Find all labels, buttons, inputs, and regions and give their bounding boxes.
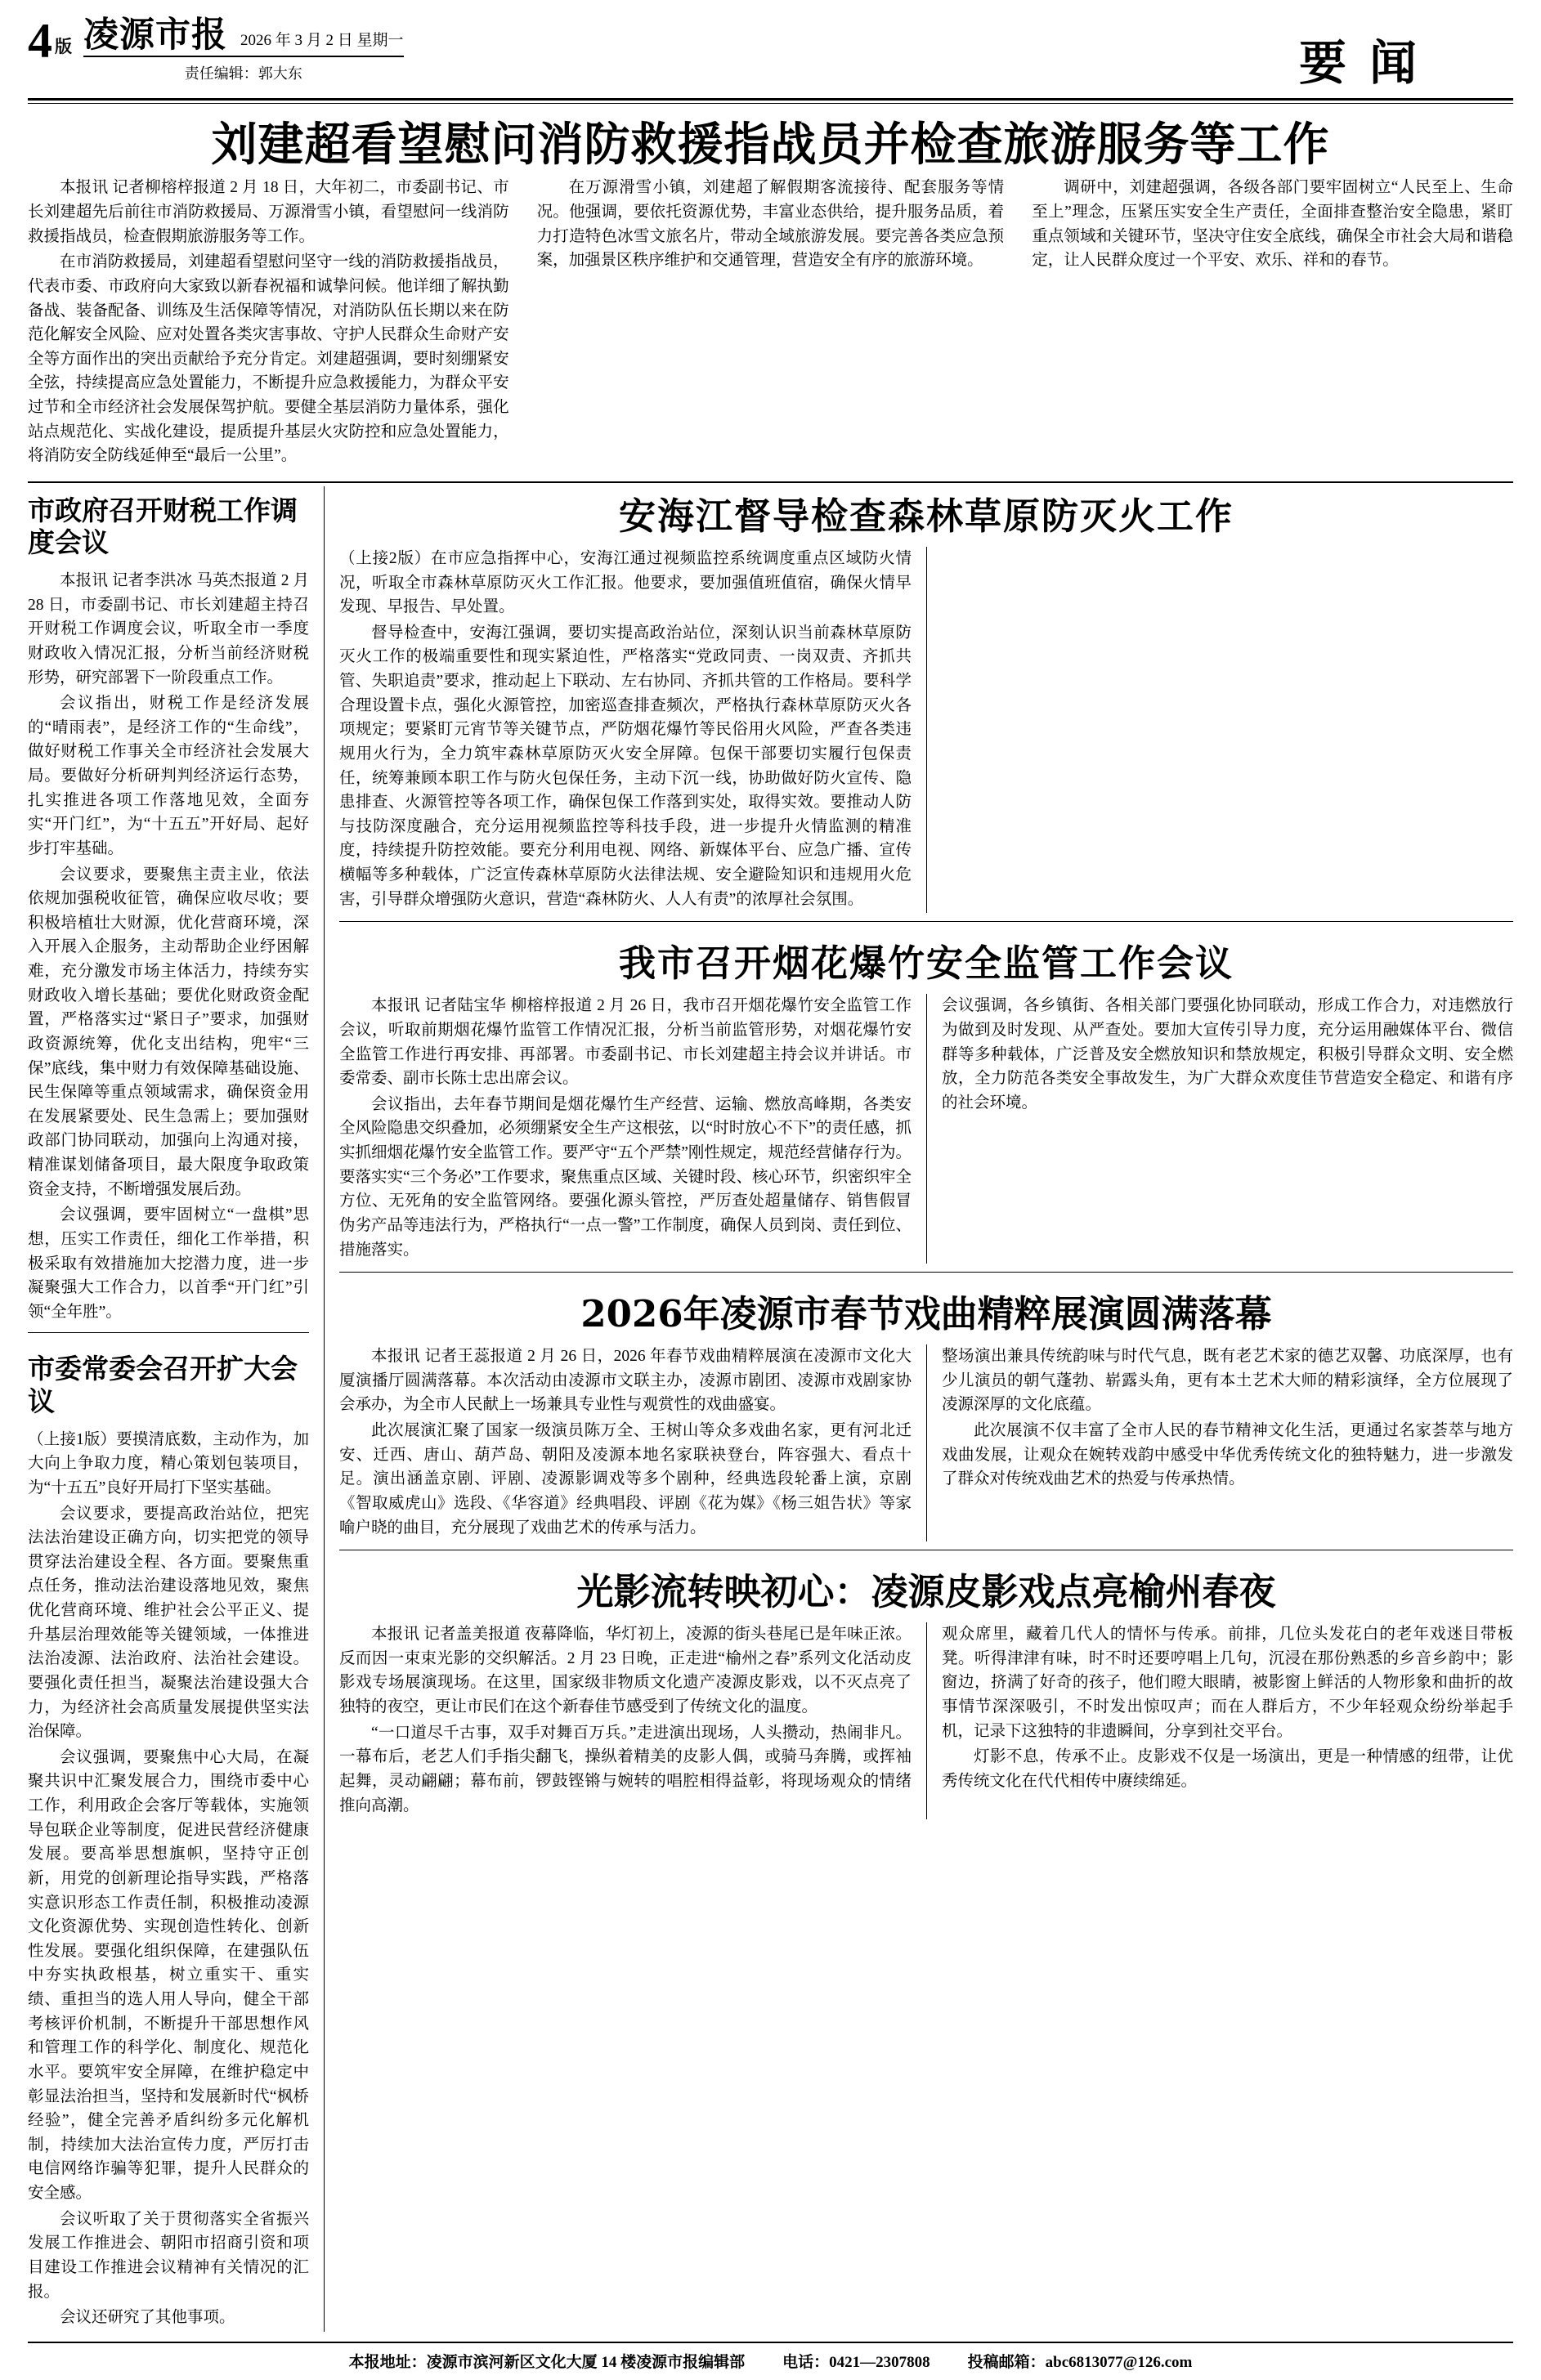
opera-column-1 [339, 1344, 926, 1541]
opera-columns [339, 1344, 1513, 1541]
fireworks-paragraph-continued: 会议强调，各乡镇街、各相关部门要强化协同联动，形成工作合力，对违燃放行为做到及时发现、从严查处。要加大宣传引导力度，充分运用融媒体平台、微信群等多种载体，广泛普及安全燃放知识和禁放规定，积极引导群众文明、安全燃放，全力防范各类安全事故发生，为广大群众欢度佳节营造安全稳定、和谐有序的社会环境。 [942, 997, 1513, 1112]
fireworks-column-1 [339, 994, 926, 1264]
forest-columns [339, 547, 1513, 913]
fireworks-columns [339, 994, 1513, 1264]
lead-story-columns [28, 176, 1513, 470]
shadow-play-paragraph-continued: 观众席里，藏着几代人的情怀与传承。前排，几位头发花白的老年戏迷目带板凳。听得津津有味，时不时还要哼唱上几句，沉浸在那份熟悉的乡音乡韵中；影窗边，挤满了好奇的孩子，他们瞪大眼睛，被影窗上鲜活的人物形象和曲折的故事情节深深吸引，不时发出惊叹声；而在人群后方，不少年轻观众纷纷举起手机，记录下这独特的非遗瞬间，分享到社交平台。 [942, 1626, 1513, 1740]
standing-committee-paragraph: （上接1版）要摸清底数，主动作为，加大向上争取力度，精心策划包装项目，为“十五五”良好开局打下坚实基础。 [28, 1430, 309, 1496]
page-number-block [28, 14, 72, 68]
lead-column-1 [28, 176, 523, 470]
lead-headline: 刘建超看望慰问消防救援指战员并检查旅游服务等工作 [211, 118, 1330, 172]
page-number-label: 版 [55, 37, 72, 56]
shadow-play-paragraph: 灯影不息，传承不止。皮影戏不仅是一场演出，更是一种情感的纽带，让优秀传统文化在代代相传中赓续绵延。 [942, 1748, 1513, 1790]
paper-name: 凌源市报 [83, 15, 227, 56]
shadow-play-paragraph: 本报讯 记者盖美报道 夜幕降临，华灯初上，凌源的街头巷尾已是年味正浓。反而因一束束光影的交织解活。2 月 23 日晚，正走进“榆州之春”系列文化活动皮影戏专场展演现场。在这里，国家级非物质文化遗产凌源皮影戏，以不灭点亮了独特的夜空，更让市民们在这个新春佳节感受到了传统文化的温度。 [339, 1626, 912, 1716]
masthead [28, 14, 1513, 91]
shadow-play-columns [339, 1622, 1513, 1819]
fiscal-headline: 市政府召开财税工作调度会议 [28, 494, 298, 559]
masthead-right [404, 18, 1513, 91]
opera-paragraph: 本报讯 记者王蕊报道 2 月 26 日，2026 年春节戏曲精粹展演在凌源市文化大厦演播厅圆满落幕。本次活动由凌源市文联主办，凌源市剧团、凌源市戏剧家协会承办，为全市人民献上一场兼具专业性与观赏性的戏曲盛宴。 [339, 1348, 912, 1414]
opera-column-2 [926, 1344, 1513, 1541]
lead-bottom-rule [28, 481, 1513, 483]
standing-committee-paragraph: 会议听取了关于贯彻落实全省振兴发展工作推进会、朝阳市招商引资和项目建设工作推进会议精神有关情况的汇报。 [28, 2210, 309, 2301]
forest-headline: 安海江督导检查森林草原防灭火工作 [618, 494, 1234, 538]
shadow-play-headline: 光影流转映初心：凌源皮影戏点亮榆州春夜 [576, 1570, 1276, 1614]
left-column [28, 486, 324, 2332]
opera-headline: 2026年凌源市春节戏曲精粹展演圆满落幕 [580, 1292, 1272, 1336]
fiscal-paragraph: 会议要求，要聚焦主责主业，依法依规加强税收征管，确保应收尽收；要积极培植壮大财源，优化营商环境，深入开展入企服务，主动帮助企业纾困解难，充分激发市场主体活力，持续夯实财政收入增长基础；要优化财政资金配置，严格落实过“紧日子”要求，加强财政资源统筹，优化支出结构，兜牢“三保”底线，集中财力有效保障基础设施、民生保障等重点领域需求，确保资金用在发展紧要处、民生急需上；要加强财政部门协同联动，加强向上沟通对接，精准谋划储备项目，最大限度争取政策资金支持，不断增强发展后劲。 [28, 866, 309, 1198]
fireworks-paragraph: 本报讯 记者陆宝华 柳榕梓报道 2 月 26 日，我市召开烟花爆竹安全监管工作会议，听取前期烟花爆竹监管工作情况汇报，分析当前监管形势，对烟花爆竹安全监管工作进行再安排、再部署。市委副书记、市长刘建超主持会议并讲话。市委常委、副市长陈士忠出席会议。 [339, 997, 912, 1088]
lead-column-3 [1018, 176, 1513, 470]
standing-committee-paragraph: 会议强调，要聚焦中心大局，在凝聚共识中汇聚发展合力，围绕市委中心工作，利用政企会客厅等载体，实施领导包联企业等制度，促进民营经济健康发展。要高举思想旗帜，坚持守正创新，用党的创新理论指导实践，严格落实意识形态工作责任制，积极推动凌源文化资源优势、实现创造性转化、创新性发展。要强化组织保障，在建强队伍中夯实执政根基，树立重实干、重实绩、重担当的选人用人导向，健全干部考核评价机制，不断提升干部思想作风和管理工作的科学化、制度化、规范化水平。要筑牢安全屏障，在维护稳定中彰显法治担当，坚持和发展新时代“枫桥经验”，健全完善矛盾纠纷多元化解机制，持续加大法治宣传力度，严厉打击电信网络诈骗等犯罪，提升人民群众的安全感。 [28, 1748, 309, 2203]
shadow-play-column-1 [339, 1622, 926, 1819]
shadow-play-paragraph: “一口道尽千古事，双手对舞百万兵。”走进演出现场，人头攒动，热闹非凡。一幕布后，老艺人们手指尖翻飞，操纵着精美的皮影人偶，或骑马奔腾，或挥袖起舞，灵动翩翩；幕布前，锣鼓铿锵与婉转的唱腔相得益彰，将现场观众的情绪推向高潮。 [339, 1724, 912, 1814]
lead-paragraph: 在市消防救援局，刘建超看望慰问坚守一线的消防救援指战员，代表市委、市政府向大家致以新春祝福和诚挚问候。他详细了解执勤备战、装备配备、训练及生活保障等情况，对消防队伍长期以来在防范化解安全风险、应对处置各类灾害事故、守护人民群众生命财产安全等方面作出的突出贡献给予充分肯定。刘建超强调，要时刻绷紧安全弦，持续提高应急处置能力，不断提升应急救援能力，为群众平安过节和全市经济社会发展保驾护航。要健全基层消防力量体系，强化站点规范化、实战化建设，提质提升基层火灾防控和应急处置能力，将消防安全防线延伸至“最后一公里”。 [28, 253, 509, 465]
lead-paragraph: 本报讯 记者柳榕梓报道 2 月 18 日，大年初二，市委副书记、市长刘建超先后前往市消防救援局、万源滑雪小镇，看望慰问一线消防救援指战员，检查假期旅游服务等工作。 [28, 179, 509, 245]
forest-column-2 [926, 547, 1513, 913]
issue-date: 2026 年 3 月 2 日 星期一 [240, 32, 404, 49]
masthead-rule-thin [28, 103, 1513, 104]
fiscal-paragraph: 会议强调，要牢固树立“一盘棋”思想，压实工作责任，细化工作举措，积极采取有效措施加大挖潜力度，进一步凝聚强大工作合力，以首季“开门红”引领“全年胜”。 [28, 1206, 309, 1321]
masthead-center [83, 15, 404, 83]
fireworks-headline: 我市召开烟花爆竹安全监管工作会议 [618, 942, 1234, 986]
fiscal-paragraph: 会议指出，财税工作是经济发展的“晴雨表”，是经济工作的“生命线”，做好财税工作事关全市经济社会发展大局。要做好分析研判判经济运行态势，扎实推进各项工作落地见效，全面夯实“开门红”，为“十五五”开好局、起好步打牢基础。 [28, 695, 309, 857]
page-footer [28, 2342, 1513, 2372]
opera-paragraph: 此次展演汇聚了国家一级演员陈万全、王树山等众多戏曲名家，更有河北迁安、迁西、唐山、葫芦岛、朝阳及凌源本地名家联袂登台，阵容强大、看点十足。演出涵盖京剧、评剧、凌源影调戏等多个剧种，经典选段轮番上演，京剧《智取威虎山》选段、《华容道》经典唱段、评剧《花为媒》《杨三姐告状》等家喻户晓的曲目，充分展现了戏曲艺术的传承与活力。 [339, 1422, 912, 1537]
standing-committee-paragraph: 会议要求，要提高政治站位，把宪法法治建设正确方向，切实把党的领导贯穿法治建设全程、各方面。要聚焦重点任务，推动法治建设落地见效，聚焦优化营商环境、维护社会公平正义、提升基层治理效能等关键领域，一体推进法治凌源、法治政府、法治社会建设。要强化责任担当，凝聚法治建设强大合力，为经济社会高质量发展提供坚实法治保障。 [28, 1505, 309, 1741]
footer-address: 本报地址：凌源市滨河新区文化大厦 14 楼凌源市报编辑部 [348, 2353, 746, 2371]
fiscal-paragraph: 本报讯 记者李洪冰 马英杰报道 2 月 28 日，市委副书记、市长刘建超主持召开财税工作调度会议，听取全市一季度财政收入情况汇报，分析当前经济财税形势，研究部署下一阶段重点工作。 [28, 572, 309, 687]
standing-committee-paragraph: 会议还研究了其他事项。 [60, 2309, 235, 2327]
right-zone [324, 486, 1513, 2332]
shadow-play-column-2 [926, 1622, 1513, 1819]
forest-paragraph: （上接2版）在市应急指挥中心，安海江通过视频监控系统调度重点区域防火情况，听取全市森林草原防灭火工作汇报。他要求，要加强值班值宿，确保火情早发现、早报告、早处置。 [339, 549, 912, 616]
lead-paragraph: 调研中，刘建超强调，各级各部门要牢固树立“人民至上、生命至上”理念，压紧压实安全生产责任，全面排查整治安全隐患，紧盯重点领域和关键环节，坚决守住安全底线，确保全市社会大局和谐稳定，让人民群众度过一个平安、欢乐、祥和的春节。 [1032, 179, 1513, 270]
fireworks-column-2 [926, 994, 1513, 1264]
forest-column-1 [339, 547, 926, 913]
fireworks-paragraph: 会议指出，去年春节期间是烟花爆竹生产经营、运输、燃放高峰期，各类安全风险隐患交织叠加，必须绷紧安全生产这根弦，以“时时放心不下”的责任感，抓实抓细烟花爆竹安全监管工作。要严守“五个严禁”刚性规定，规范经营储存行为。要落实实“三个务必”工作要求，聚焦重点区域、关键时段、核心环节，织密织牢全方位、无死角的安全监管网络。要强化源头管控，严厉查处超量储存、销售假冒伪劣产品等违法行为，严格执行“一点一警”工作制度，确保人员到岗、责任到位、措施落实。 [339, 1095, 912, 1259]
footer-email: 投稿邮箱：abc6813077@126.com [967, 2353, 1193, 2371]
lead-paragraph: 在万源滑雪小镇，刘建超了解假期客流接待、配套服务等情况。他强调，要依托资源优势，丰富业态供给，提升服务品质，着力打造特色冰雪文旅名片，带动全域旅游发展。要完善各类应急预案，加强景区秩序维护和交通管理，营造安全有序的旅游环境。 [536, 179, 1005, 270]
section-title: 要闻 [1298, 35, 1440, 91]
lead-column-2 [523, 176, 1019, 470]
forest-paragraph: 督导检查中，安海江强调，要切实提高政治站位，深刻认识当前森林草原防灭火工作的极端重要性和现实紧迫性，严格落实“党政同责、一岗双责、齐抓共管、失职追责”要求，推动起上下联动、左右协同、齐抓共管的工作格局。要科学合理设置卡点，强化火源管控，加密巡查排查频次，严格执行森林草原防灭火各项规定；要紧盯元宵节等关键节点，严防烟花爆竹等民俗用火风险，严查各类违规用火行为，全力筑牢森林草原防灭火安全屏障。包保干部要切实履行包保责任，统筹兼顾本职工作与防火包保任务，主动下沉一线，协助做好防火宣传、隐患排查、火源管控等各项工作，确保包保工作落到实处，取得实效。要推动人防与技防深度融合，充分运用视频监控等科技手段，进一步提升火情监测的精准度，持续提升防控效能。要充分利用电视、网络、新媒体平台、应急广播、宣传横幅等多种载体，广泛宣传森林草原防火法律法规、安全避险知识和违规用火危害，引导群众增强防火意识，营造“森林防火、人人有责”的浓厚社会氛围。 [339, 624, 912, 908]
standing-committee-headline: 市委常委会召开扩大会议 [28, 1353, 298, 1418]
main-body [28, 486, 1513, 2332]
masthead-rule-thick [28, 98, 1513, 101]
footer-phone: 电话：0421—2307808 [782, 2353, 930, 2371]
opera-paragraph-continued: 整场演出兼具传统韵味与时代气息，既有老艺术家的德艺双馨、功底深厚，也有少儿演员的朝气蓬勃、崭露头角，更有本土艺术大师的精彩演绎，全方位展现了凌源深厚的文化底蕴。 [942, 1348, 1513, 1414]
page-number: 4 [28, 14, 52, 68]
opera-paragraph: 此次展演不仅丰富了全市人民的春节精神文化生活，更通过名家荟萃与地方戏曲发展，让观众在婉转戏韵中感受中华优秀传统文化的独特魅力，进一步激发了群众对传统戏曲艺术的热爱与传承热情。 [942, 1422, 1513, 1488]
responsible-editor: 责任编辑：郭大东 [184, 65, 302, 82]
